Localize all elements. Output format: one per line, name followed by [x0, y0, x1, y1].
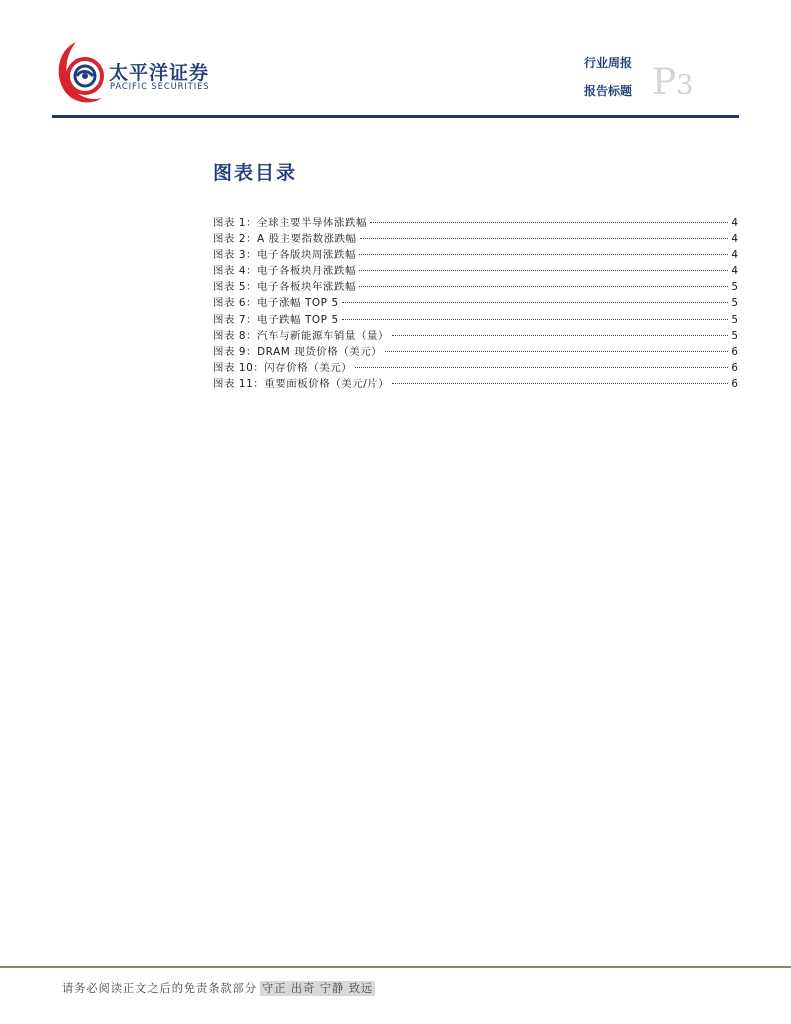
- toc-entry[interactable]: [213, 344, 738, 360]
- pacific-securities-logo-icon: [52, 40, 108, 106]
- toc-entry[interactable]: [213, 231, 738, 247]
- toc-heading: 图表目录: [213, 162, 298, 184]
- toc-entry-page: 5: [731, 313, 738, 326]
- toc-entry-label: 图表 2：A 股主要指数涨跌幅: [213, 233, 357, 246]
- table-of-figures: [213, 215, 738, 392]
- toc-entry[interactable]: [213, 263, 738, 279]
- toc-entry-label: 图表 5：电子各板块年涨跌幅: [213, 281, 356, 294]
- footer-motto: 守正 出奇 宁静 致远: [262, 982, 374, 995]
- toc-leader-dots: [359, 285, 728, 287]
- toc-entry[interactable]: [213, 279, 738, 295]
- toc-entry[interactable]: [213, 360, 738, 376]
- toc-entry-page: 4: [731, 249, 738, 262]
- logo-english-name: PACIFIC SECURITIES: [110, 81, 210, 91]
- toc-leader-dots: [342, 318, 729, 320]
- toc-entry-label: 图表 6：电子涨幅 TOP 5: [213, 297, 339, 310]
- toc-leader-dots: [392, 334, 728, 336]
- page-letter: P: [652, 62, 677, 103]
- toc-entry[interactable]: [213, 312, 738, 328]
- toc-entry-label: 图表 3：电子各版块周涨跌幅: [213, 249, 356, 262]
- toc-entry-page: 4: [731, 217, 738, 229]
- toc-entry[interactable]: [213, 215, 738, 231]
- report-title: 报告标题: [584, 84, 633, 98]
- toc-entry-label: 图表 8：汽车与新能源车销量（量）: [213, 329, 389, 342]
- toc-entry-page: 6: [731, 345, 738, 358]
- logo-chinese-name: 太平洋证券: [109, 62, 210, 84]
- report-type: 行业周报: [584, 56, 633, 70]
- toc-entry[interactable]: [213, 295, 738, 311]
- toc-entry[interactable]: [213, 247, 738, 263]
- toc-leader-dots: [392, 382, 728, 384]
- page-number: [652, 62, 693, 103]
- toc-entry-page: 6: [731, 361, 738, 374]
- toc-entry-label: 图表 10：闪存价格（美元）: [213, 361, 353, 374]
- toc-leader-dots: [385, 350, 728, 352]
- toc-entry-page: 5: [731, 281, 738, 294]
- toc-leader-dots: [355, 366, 728, 368]
- toc-leader-dots: [359, 253, 728, 255]
- toc-leader-dots: [370, 221, 728, 223]
- footer-disclaimer: 请务必阅读正文之后的免责条款部分: [62, 982, 258, 995]
- toc-leader-dots: [359, 269, 728, 271]
- company-logo: [52, 40, 227, 106]
- footer-divider: [0, 966, 791, 968]
- toc-entry-page: 4: [731, 233, 738, 246]
- toc-entry-label: 图表 9：DRAM 现货价格（美元）: [213, 345, 383, 358]
- toc-entry[interactable]: [213, 328, 738, 344]
- toc-entry-page: 5: [731, 329, 738, 342]
- header-divider: [52, 115, 739, 118]
- toc-leader-dots: [342, 301, 729, 303]
- toc-entry[interactable]: [213, 376, 738, 392]
- toc-leader-dots: [360, 237, 729, 239]
- toc-entry-page: 5: [731, 297, 738, 310]
- toc-entry-page: 4: [731, 265, 738, 278]
- toc-entry-label: 图表 4：电子各板块月涨跌幅: [213, 265, 356, 278]
- toc-entry-label: 图表 1：全球主要半导体涨跌幅: [213, 217, 367, 229]
- toc-entry-label: 图表 7：电子跌幅 TOP 5: [213, 313, 339, 326]
- toc-entry-label: 图表 11：重要面板价格（美元/片）: [213, 377, 390, 390]
- page-footer: [62, 980, 375, 996]
- toc-entry-page: 6: [731, 377, 738, 390]
- page-digit: 3: [676, 70, 694, 101]
